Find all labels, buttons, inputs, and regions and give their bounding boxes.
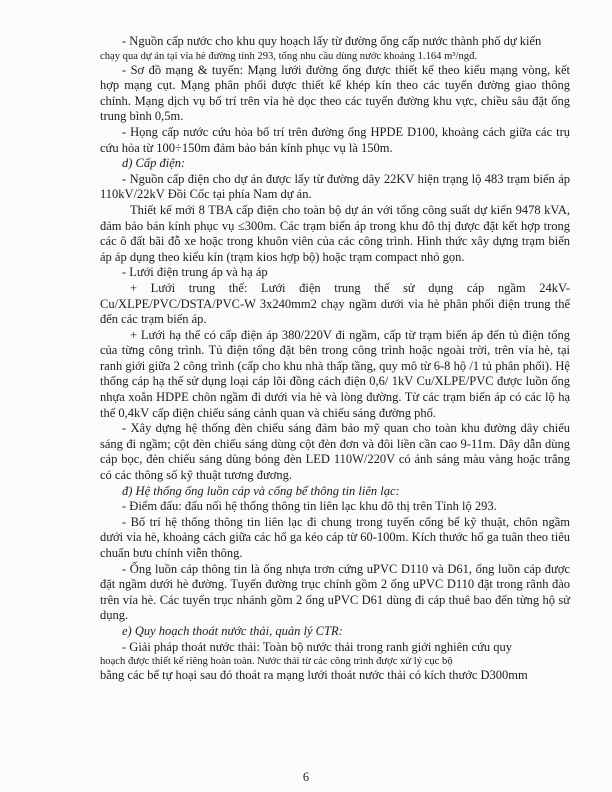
section-heading: đ) Hệ thống ống luồn cáp và cống bể thông tin liên lạc: xyxy=(122,483,400,498)
paragraph: + Lưới trung thế: Lưới điện trung thế sử dụng cáp ngầm 24kV-Cu/XLPE/PVC/DSTA/PVC-W 3x240mm2 chạy ngầm dưới vỉa hè phân phối điện trung thế đến các trạm biến áp. xyxy=(100,280,570,327)
paragraph: - Nguồn cấp nước cho khu quy hoạch lấy từ đường ống cấp nước thành phố dự kiến xyxy=(122,34,542,48)
paragraph: - Giải pháp thoát nước thải: Toàn bộ nước thải trong ranh giới nghiên cứu quy xyxy=(122,639,513,654)
paragraph: - Điểm đấu: đấu nối hệ thống thông tin liên lạc khu đô thị trên Tỉnh lộ 293. xyxy=(122,499,497,514)
paragraph: - Sơ đồ mạng & tuyến: Mạng lưới đường ống được thiết kế theo kiểu mạng vòng, kết hợp mạng cụt. Mạng phân phối được thiết kế khép kín theo các tuyến đường giao thông chính. Mạng dịch vụ bố trí trên vỉa hè dọc theo các tuyến đường khu vực, chiều sâu đặt ống trung bình 0,5m. xyxy=(100,62,570,124)
paragraph: hoạch được thiết kế riêng hoàn toàn. Nước thải từ các công trình được xử lý cục bộ xyxy=(100,656,453,668)
paragraph: bằng các bể tự hoại sau đó thoát ra mạng lưới thoát nước thải có kích thước D300mm xyxy=(100,668,528,683)
paragraph: - Ống luồn cáp thông tin là ống nhựa trơn cứng uPVC D110 và D61, ống luồn cáp được đặt ngầm dưới hè đường. Tuyến đường trục chính gồm 2 ống uPVC D110 đặt trong rãnh đào trên vỉa hè. Các tuyến trục nhánh gồm 2 ống uPVC D61 dùng đi cáp thuê bao đến từng hộ sử dụng. xyxy=(100,561,570,623)
paragraph: - Bố trí hệ thống thông tin liên lạc đi chung trong tuyến cống bể kỹ thuật, chôn ngầm dưới vỉa hè, khoảng cách giữa các hố ga kéo cáp từ 60-100m. Kích thước hố ga tuân theo tiêu chuẩn bưu chính viễn thông. xyxy=(100,514,570,560)
paragraph: chạy qua dự án tại vỉa hè đường tỉnh 293, tổng nhu cầu dùng nước khoảng 1.164 m³/ngđ. xyxy=(100,50,478,62)
page-body xyxy=(100,34,570,684)
paragraph: - Họng cấp nước cứu hỏa bố trí trên đường ống HPDE D100, khoảng cách giữa các trụ cứu hỏa từ 100÷150m đảm bảo bán kính phục vụ là 150m. xyxy=(100,124,570,155)
paragraph: + Lưới hạ thế có cấp điện áp 380/220V đi ngầm, cấp từ trạm biến áp đến tủ điện tổng của từng công trình. Tủ điện tổng đặt bên trong công trình hoặc ngoài trời, trên vỉa hè, tại ranh giới giữa 2 công trình (cấp cho khu nhà thấp tầng, quy mô từ 6-8 hộ /1 tủ phân phối). Hệ thống cáp hạ thế sử dụng loại cáp lõi đồng cách điện 0,6/ 1kV Cu/XLPE/PVC được luồn ống nhựa xoắn HDPE chôn ngầm đi dưới vỉa hè và lòng đường. Từ các trạm biến áp có các lộ hạ thế 0,4kV cấp điện chiếu sáng cảnh quan và chiếu sáng đường phố. xyxy=(100,327,570,420)
paragraph: - Xây dựng hệ thống đèn chiếu sáng đảm bảo mỹ quan cho toàn khu đường dây chiếu sáng đi ngầm; cột đèn chiếu sáng dùng cột đèn đơn và đôi liền cần cao 9-11m. Dây dẫn dùng cáp bọc, đèn chiếu sáng dùng bóng đèn LED 110W/220V có ánh sáng màu vàng hoặc trắng có các thông số kỹ thuật tương đương. xyxy=(100,421,570,483)
page-number: 6 xyxy=(302,770,310,784)
section-heading: e) Quy hoạch thoát nước thải, quản lý CTR: xyxy=(122,623,343,638)
section-heading: d) Cấp điện: xyxy=(122,156,186,171)
paragraph: Thiết kế mới 8 TBA cấp điện cho toàn bộ dự án với tổng công suất dự kiến 9478 kVA, đảm bảo bán kính phục vụ ≤300m. Các trạm biến áp trong khu đô thị được đặt kết hợp trong các ô đất bãi đỗ xe hoặc trong khuôn viên của các công trình. Hình thức xây dựng trạm biến áp áp dụng theo kiểu kín (trạm kios hợp bộ) hoặc trạm compact nhỏ gọn. xyxy=(100,202,570,264)
paragraph: - Lưới điện trung áp và hạ áp xyxy=(122,265,268,280)
paragraph: - Nguồn cấp điện cho dự án được lấy từ đường dây 22KV hiện trạng lộ 483 trạm biến áp 110kV/22kV Đồi Cốc tại phía Nam dự án. xyxy=(100,171,570,202)
